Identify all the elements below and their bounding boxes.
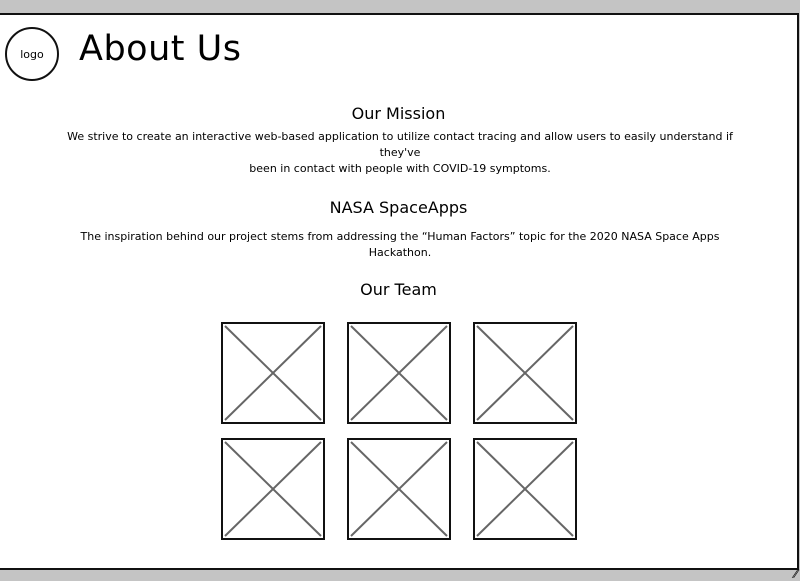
team-member-image-5[interactable]	[347, 438, 451, 540]
resize-handle-icon[interactable]: //	[791, 569, 799, 580]
spaceapps-text-line-1: The inspiration behind our project stems from addressing the “Human Factors” topic for the 2020 NASA Space Apps Hackathon.	[80, 230, 720, 259]
wireframe-page	[0, 13, 799, 570]
image-placeholder-icon	[223, 324, 323, 422]
mission-title: Our Mission	[351, 104, 446, 123]
mission-text-line-1: We strive to create an interactive web-based application to utilize contact tracing and allow users to easily understand if they've	[67, 130, 733, 159]
image-placeholder-icon	[475, 324, 575, 422]
image-placeholder-icon	[349, 440, 449, 538]
team-member-image-6[interactable]	[473, 438, 577, 540]
mission-text	[50, 129, 750, 177]
image-placeholder-icon	[475, 440, 575, 538]
logo-label: logo	[20, 47, 44, 61]
mission-text-line-2: been in contact with people with COVID-19 symptoms.	[249, 162, 551, 175]
team-member-image-4[interactable]	[221, 438, 325, 540]
team-title: Our Team	[360, 280, 437, 299]
logo[interactable]	[5, 27, 59, 81]
image-placeholder-icon	[223, 440, 323, 538]
image-placeholder-icon	[349, 324, 449, 422]
team-member-image-1[interactable]	[221, 322, 325, 424]
page-title: About Us	[79, 29, 242, 69]
team-member-image-2[interactable]	[347, 322, 451, 424]
spaceapps-text	[50, 229, 750, 261]
spaceapps-title: NASA SpaceApps	[329, 198, 468, 217]
team-member-image-3[interactable]	[473, 322, 577, 424]
